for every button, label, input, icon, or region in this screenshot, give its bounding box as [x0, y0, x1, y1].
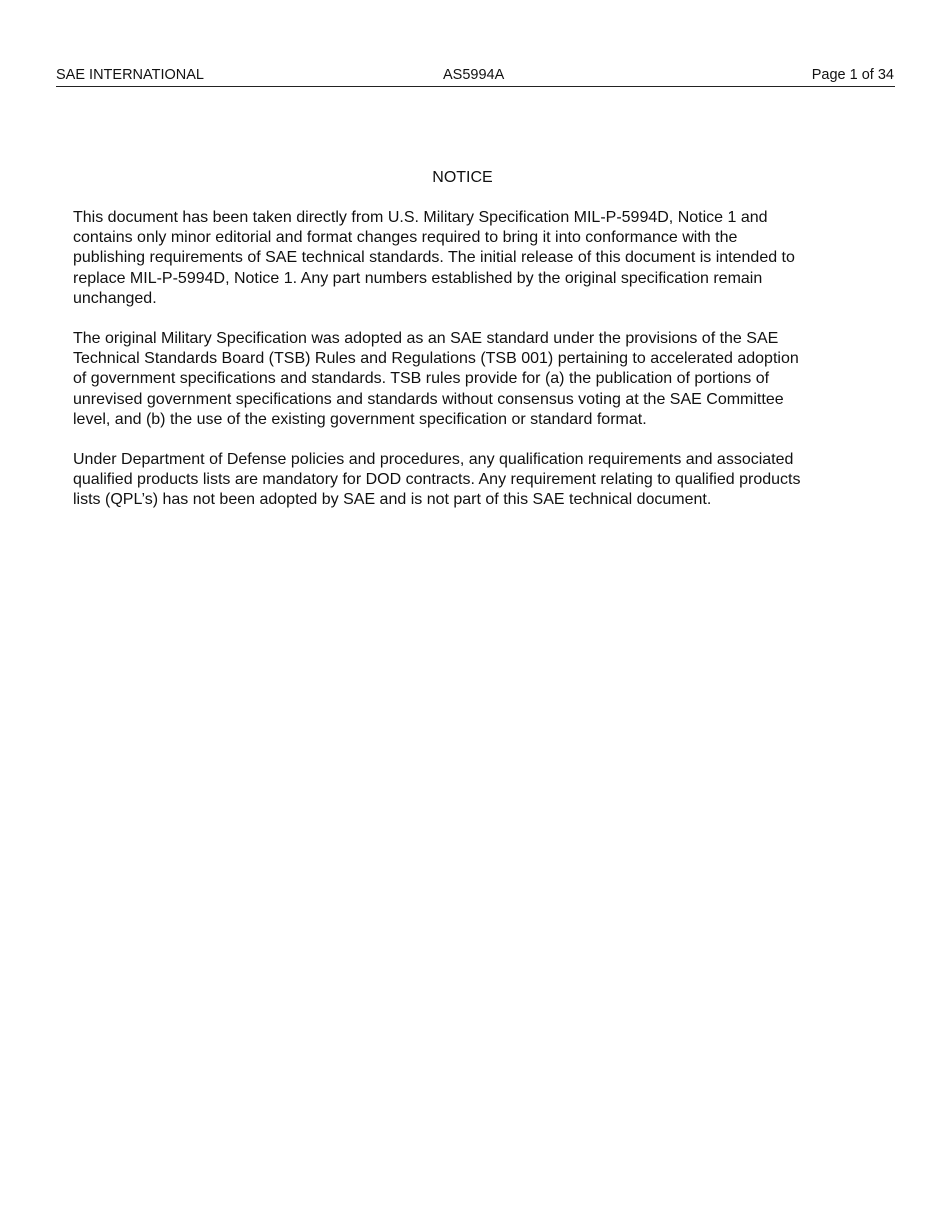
header-document-number: AS5994A	[443, 67, 505, 83]
paragraph-line: publishing requirements of SAE technical standards. The initial release of this document is intended to	[73, 249, 795, 267]
paragraph-line: lists (QPL’s) has not been adopted by SAE and is not part of this SAE technical document.	[73, 491, 712, 509]
notice-title: NOTICE	[432, 169, 493, 186]
paragraph-line: The original Military Specification was adopted as an SAE standard under the provisions of the SAE	[73, 330, 779, 347]
notice-paragraph-2	[73, 329, 873, 430]
page-header	[56, 66, 895, 87]
paragraph-line: qualified products lists are mandatory for DOD contracts. Any requirement relating to qualified products	[73, 471, 801, 489]
notice-paragraph-1	[73, 208, 873, 309]
paragraph-line: This document has been taken directly from U.S. Military Specification MIL-P-5994D, Notice 1 and	[73, 209, 768, 226]
paragraph-line: of government specifications and standards. TSB rules provide for (a) the publication of portions of	[73, 370, 770, 388]
header-organization: SAE INTERNATIONAL	[56, 67, 204, 83]
paragraph-line: unchanged.	[73, 289, 157, 307]
paragraph-line: unrevised government specifications and standards without consensus voting at the SAE Committee	[73, 390, 784, 408]
header-page-number: Page 1 of 34	[811, 67, 894, 83]
paragraph-line: Under Department of Defense policies and procedures, any qualification requirements and associated	[73, 451, 794, 468]
paragraph-line: contains only minor editorial and format changes required to bring it into conformance with the	[73, 229, 738, 247]
paragraph-line: level, and (b) the use of the existing government specification or standard format.	[73, 410, 647, 428]
paragraph-line: Technical Standards Board (TSB) Rules and Regulations (TSB 001) pertaining to accelerated adoption	[73, 350, 799, 368]
paragraph-line: replace MIL-P-5994D, Notice 1. Any part numbers established by the original specification remain	[73, 269, 763, 287]
notice-paragraph-3	[73, 450, 873, 511]
